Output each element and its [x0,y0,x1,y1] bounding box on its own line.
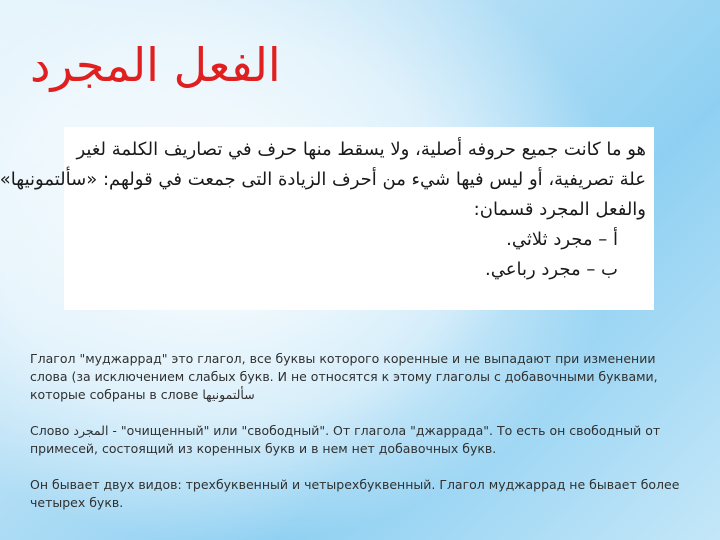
page-title: الفعل المجرد [30,38,281,92]
arabic-types-heading: والفعل المجرد قسمان: [473,199,646,220]
meaning-text: - "очищенный" или "свободный". От глагола "джаррада". То есть он свободный от примесей, состоящий из коренных букв и в нем нет добавочных букв. [30,423,661,456]
arabic-text-image [0,127,654,310]
arabic-definition-line-1: هو ما كانت جميع حروفه أصلية، ولا يسقط منها حرف في تصاريف الكلمة لغير [76,139,646,160]
explanation-text [30,350,690,530]
arabic-definition-line-2: علة تصريفية، أو ليس فيها شيء من أحرف الزيادة التى جمعت في قولهم: «سألتمونيها» [0,169,646,190]
word-label: Слово [30,423,70,438]
arabic-word: المجرد [73,423,109,438]
explanation-paragraph-definition: Глагол "муджаррад" это глагол, все буквы которого коренные и не выпадают при изменении слова (за исключением слабых букв. И не относятся к этому глаголы с добавочными буквами, которые собраны в слове سألتمونيها [30,351,658,402]
explanation-paragraph-meaning [30,422,690,458]
arabic-type-quadrilateral: ب – مجرد رباعي. [485,259,618,280]
arabic-type-trilateral: أ – مجرد ثلاثي. [506,229,618,250]
explanation-paragraph-types: Он бывает двух видов: трехбуквенный и четырехбуквенный. Глагол муджаррад не бывает более четырех букв. [30,477,680,510]
